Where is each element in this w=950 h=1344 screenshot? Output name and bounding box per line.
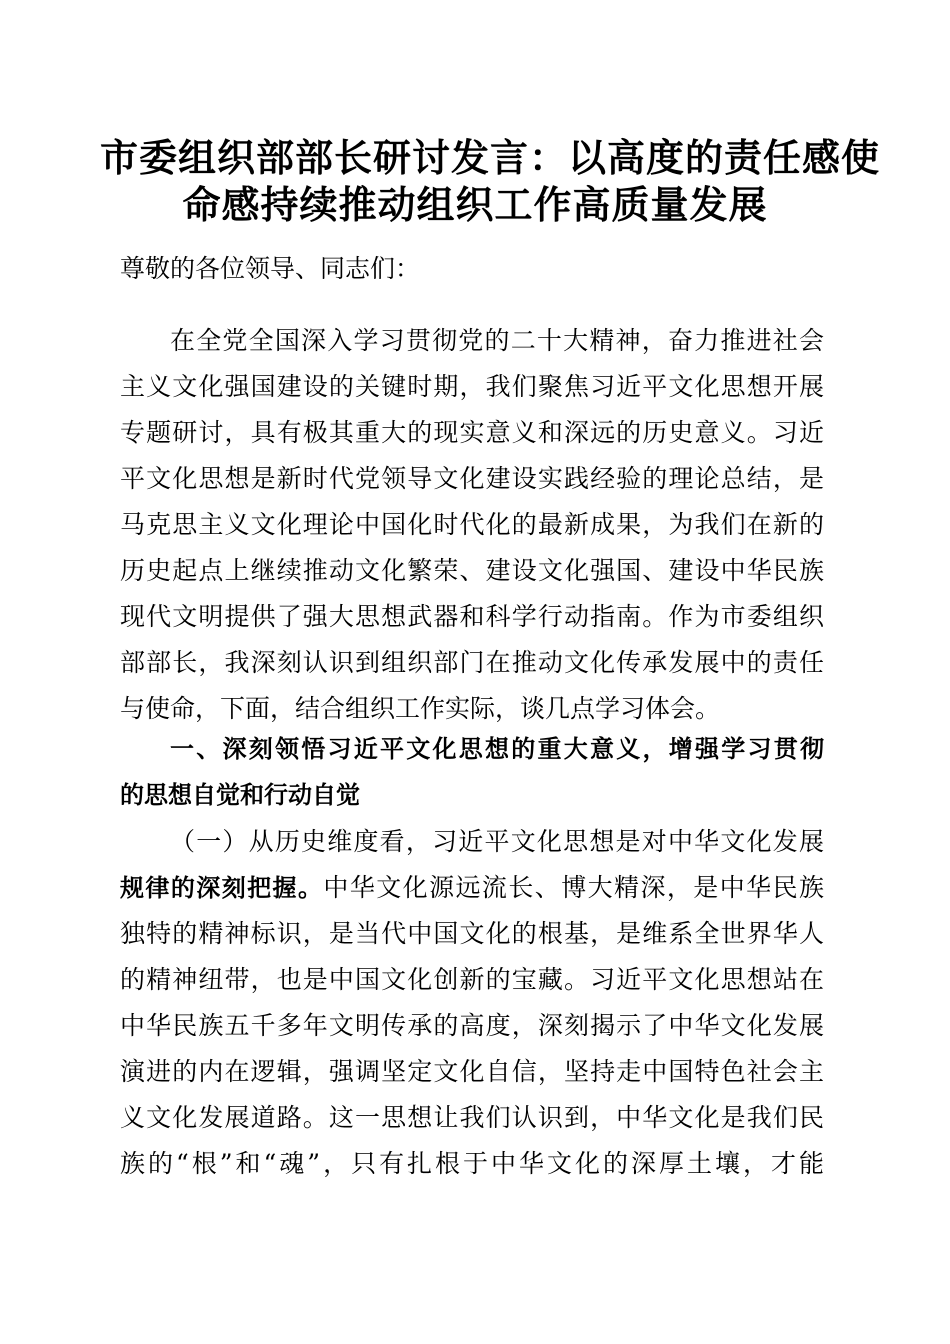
- intro-line-4: 平文化思想是新时代党领导文化建设实践经验的理论总结，是: [120, 464, 824, 493]
- document-title-line-2: 命感持续推动组织工作高质量发展: [182, 182, 768, 227]
- subsection-1-bold-phrase: 规律的深刻把握。: [120, 874, 324, 902]
- subsection-1-line-3: 独特的精神标识，是当代中国文化的根基，是维系全世界华人: [120, 919, 824, 948]
- document-title-line-1: 市委组织部部长研讨发言：以高度的责任感使: [100, 135, 881, 180]
- subsection-1-line-7: 义文化发展道路。这一思想让我们认识到，中华文化是我们民: [120, 1103, 824, 1132]
- salutation: 尊敬的各位领导、同志们：: [120, 254, 421, 283]
- intro-line-2: 主义文化强国建设的关键时期，我们聚焦习近平文化思想开展: [120, 372, 824, 401]
- intro-line-7: 现代文明提供了强大思想武器和科学行动指南。作为市委组织: [120, 602, 824, 631]
- subsection-1-line-4: 的精神纽带，也是中国文化创新的宝藏。习近平文化思想站在: [120, 965, 824, 994]
- subsection-1-line-1: [170, 819, 824, 865]
- intro-line-8: 部部长，我深刻认识到组织部门在推动文化传承发展中的责任: [120, 648, 824, 677]
- intro-line-3: 专题研讨，具有极其重大的现实意义和深远的历史意义。习近: [120, 418, 824, 447]
- subsection-1-line-5: 中华民族五千多年文明传承的高度，深刻揭示了中华文化发展: [120, 1011, 824, 1040]
- subsection-1-line-8: 族的“根”和“魂”，只有扎根于中华文化的深厚土壤，才能: [120, 1149, 824, 1178]
- intro-line-9: 与使命，下面，结合组织工作实际，谈几点学习体会。: [120, 694, 721, 723]
- subsection-1-label: （一）: [170, 827, 249, 856]
- subsection-1-second-line-text: 中华文化源远流长、博大精深，是中华民族: [323, 873, 824, 902]
- intro-line-6: 历史起点上继续推动文化繁荣、建设文化强国、建设中华民族: [120, 556, 824, 585]
- subsection-1-line-2: [120, 865, 824, 911]
- section-1-heading-line-2: 的思想自觉和行动自觉: [120, 781, 360, 809]
- section-1-heading-line-1: 一、深刻领悟习近平文化思想的重大意义，增强学习贯彻: [170, 735, 824, 763]
- subsection-1-first-line-text: 从历史维度看，习近平文化思想是对中华文化发展: [248, 827, 824, 856]
- intro-line-5: 马克思主义文化理论中国化时代化的最新成果，为我们在新的: [120, 510, 824, 539]
- intro-line-1: 在全党全国深入学习贯彻党的二十大精神，奋力推进社会: [170, 326, 824, 355]
- subsection-1-line-6: 演进的内在逻辑，强调坚定文化自信，坚持走中国特色社会主: [120, 1057, 824, 1086]
